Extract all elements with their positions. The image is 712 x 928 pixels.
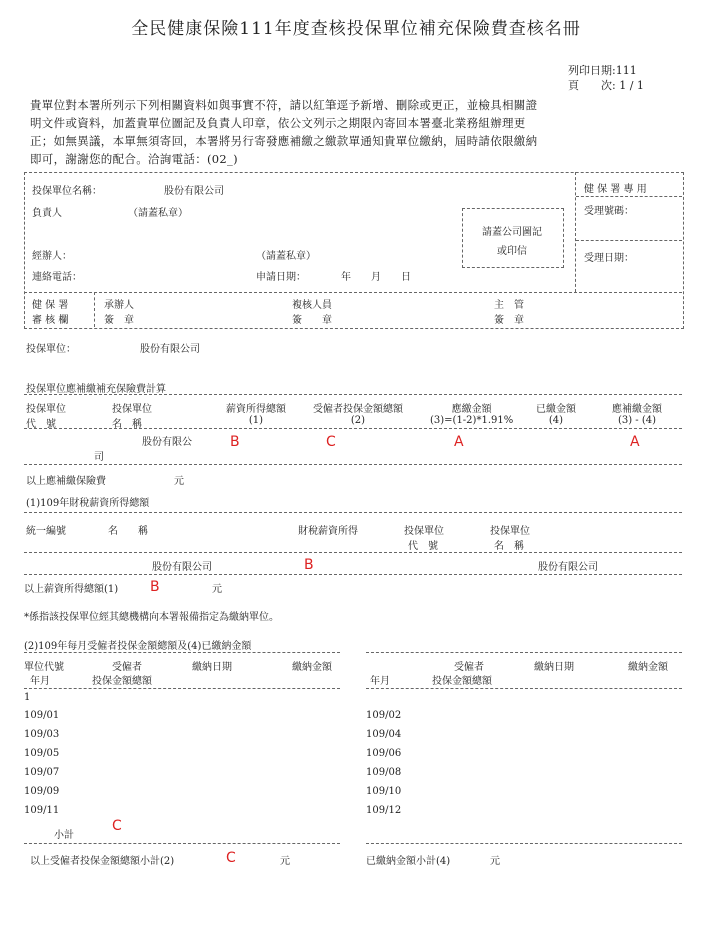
monthly-right-header-rule xyxy=(366,688,682,689)
notice-line: 貴單位對本署所列示下列相關資料如與事實不符，請以紅筆逕予新增、刪除或更正，並檢具相關證 xyxy=(30,98,538,112)
review-col-line1: 健 保 署 xyxy=(32,300,69,311)
notice-line: 正；如無異議，本單無須寄回，本署將另行寄發應補繳之繳款單通知貴單位繳納，屆時請依限繳納 xyxy=(30,134,538,148)
salary-header-unit-name: 投保單位 名 稱 xyxy=(490,526,530,552)
monthly-left-header-pay-amount: 繳納金額 xyxy=(292,662,332,673)
review-col-line2: 審 核 欄 xyxy=(32,315,69,326)
calc-header-insured-total: 受僱者投保金額總額 (2) xyxy=(313,404,403,426)
page-title: 全民健康保險111年度查核投保單位補充保險費查核名冊 xyxy=(131,19,581,39)
monthly-left-header-ym: 年月 xyxy=(30,676,50,687)
calc-header-salary-total: 薪資所得總額 (1) xyxy=(226,404,286,426)
unit-label: 投保單位： xyxy=(26,344,76,355)
salary-header-unit-code: 投保單位 代 號 xyxy=(404,526,444,552)
mark-supplement: A xyxy=(630,434,640,450)
review-col-divider xyxy=(94,292,95,327)
mark-insured-total: C xyxy=(326,434,336,450)
calc-row-unit-name-1: 股份有限公 xyxy=(142,437,192,448)
monthly-right-total-unit: 元 xyxy=(490,856,500,867)
case-handler-line2: 簽 章 xyxy=(104,315,134,326)
owner-seal-note: （請蓋私章） xyxy=(128,208,188,219)
month-row: 109/10 xyxy=(366,786,402,797)
unit-name-value: 股份有限公司 xyxy=(164,186,224,197)
salary-total-unit: 元 xyxy=(212,584,222,595)
reviewer-line2: 簽 章 xyxy=(292,315,332,326)
salary-header-tax-salary: 財稅薪資所得 xyxy=(298,526,358,537)
nhi-only-heading: 健 保 署 專 用 xyxy=(584,184,647,195)
salary-top-rule xyxy=(24,512,682,513)
supervisor-line1: 主 管 xyxy=(494,300,524,311)
mark-salary-total: B xyxy=(230,434,240,450)
print-date: 列印日期:111 xyxy=(568,64,637,77)
mark-salary-total-line: B xyxy=(150,579,160,595)
monthly-left-bottom-rule xyxy=(24,843,340,844)
monthly-unit-code-value: 1 xyxy=(24,692,31,703)
monthly-left-header-rule xyxy=(24,688,340,689)
review-row-divider xyxy=(24,292,682,293)
nhi-header-divider xyxy=(576,196,682,197)
mark-payable: A xyxy=(454,434,464,450)
calc-header-rule xyxy=(24,428,682,429)
monthly-subtotal-label: 小計 xyxy=(54,830,74,841)
nhi-mid-divider xyxy=(576,240,682,241)
handler-seal-note: （請蓋私章） xyxy=(256,251,316,262)
mark-salary-row: B xyxy=(304,557,314,573)
monthly-right-header-insured-total: 投保金額總額 xyxy=(432,676,492,687)
calc-row-unit-name-2: 司 xyxy=(94,452,104,463)
calc-total-label: 以上應補繳保險費 xyxy=(26,476,106,487)
calc-section-title: 投保單位應補繳補充保險費計算 xyxy=(26,384,166,395)
calc-header-payable: 應繳金額 (3)=(1-2)*1.91% xyxy=(430,404,514,426)
salary-total-label: 以上薪資所得總額(1) xyxy=(24,584,119,595)
calc-header-unit-name: 投保單位 名 稱 xyxy=(112,404,152,430)
company-stamp-box xyxy=(462,208,564,268)
month-row: 109/11 xyxy=(24,805,60,816)
calc-header-supplement: 應補繳金額 (3) - (4) xyxy=(612,404,662,426)
month-row: 109/06 xyxy=(366,748,402,759)
monthly-left-header-employee: 受僱者 xyxy=(112,662,142,673)
apply-date: 申請日期： 年 月 日 xyxy=(256,272,411,283)
handler-label: 經辦人： xyxy=(32,251,72,262)
monthly-left-header-pay-date: 繳納日期 xyxy=(192,662,232,673)
receipt-date-label: 受理日期： xyxy=(584,253,634,264)
case-handler-line1: 承辦人 xyxy=(104,300,134,311)
salary-footnote: *係指該投保單位經其總機構向本署報備指定為繳納單位。 xyxy=(24,612,279,623)
monthly-right-top-rule xyxy=(366,652,682,653)
monthly-left-total-unit: 元 xyxy=(280,856,290,867)
reviewer-line1: 複核人員 xyxy=(292,300,332,311)
unit-value: 股份有限公司 xyxy=(140,344,200,355)
monthly-right-bottom-rule xyxy=(366,843,682,844)
month-row: 109/12 xyxy=(366,805,402,816)
month-row: 109/07 xyxy=(24,767,60,778)
monthly-right-header-employee: 受僱者 xyxy=(454,662,484,673)
month-row: 109/03 xyxy=(24,729,60,740)
salary-header-name: 名 稱 xyxy=(108,526,148,537)
calc-total-unit: 元 xyxy=(174,476,184,487)
monthly-left-total-label: 以上受僱者投保金額總額小計(2) xyxy=(30,856,175,867)
phone-label: 連絡電話： xyxy=(32,272,82,283)
stamp-note-1: 請蓋公司圖記 xyxy=(482,227,542,238)
owner-label: 負責人 xyxy=(32,208,62,219)
monthly-right-total-label: 已繳納金額小計(4) xyxy=(366,856,451,867)
month-row: 109/02 xyxy=(366,710,402,721)
calc-row-rule xyxy=(24,464,682,465)
monthly-right-header-ym: 年月 xyxy=(370,676,390,687)
calc-header-paid: 已繳金額 (4) xyxy=(536,404,576,426)
notice-line: 明文件或資料，加蓋貴單位圖記及負責人印章，依公文列示之期限內寄回本署臺北業務組辦理更 xyxy=(30,116,526,130)
salary-row-unit-name: 股份有限公司 xyxy=(538,562,598,573)
month-row: 109/01 xyxy=(24,710,60,721)
mark-left-total: C xyxy=(226,850,236,866)
supervisor-line2: 簽 章 xyxy=(494,315,524,326)
unit-name-label: 投保單位名稱： xyxy=(32,186,102,197)
receipt-number-label: 受理號碼： xyxy=(584,206,634,217)
salary-header-tax-id: 統一編號 xyxy=(26,526,66,537)
notice-line: 即可，謝謝您的配合。洽詢電話：(02_) xyxy=(30,152,345,166)
month-row: 109/08 xyxy=(366,767,402,778)
salary-row-name: 股份有限公司 xyxy=(152,562,212,573)
notice-paragraph xyxy=(30,96,690,168)
mark-subtotal: C xyxy=(112,818,122,834)
monthly-left-top-rule xyxy=(24,652,340,653)
nhi-column-divider xyxy=(575,172,576,292)
monthly-right-header-pay-amount: 繳納金額 xyxy=(628,662,668,673)
page-number: 頁 次: 1 / 1 xyxy=(568,79,644,92)
monthly-right-header-pay-date: 繳納日期 xyxy=(534,662,574,673)
stamp-note-2: 或印信 xyxy=(497,246,527,257)
salary-section-title: (1)109年財稅薪資所得總額 xyxy=(26,498,150,509)
salary-header-rule xyxy=(24,552,682,553)
month-row: 109/05 xyxy=(24,748,60,759)
month-row: 109/09 xyxy=(24,786,60,797)
monthly-left-header-unit-code: 單位代號 xyxy=(24,662,64,673)
salary-row-rule xyxy=(24,574,682,575)
monthly-left-header-insured-total: 投保金額總額 xyxy=(92,676,152,687)
monthly-section-title: (2)109年每月受僱者投保金額總額及(4)已繳納金額 xyxy=(24,641,252,652)
calc-header-unit-code: 投保單位 代 號 xyxy=(26,404,66,430)
calc-top-rule xyxy=(24,394,682,395)
month-row: 109/04 xyxy=(366,729,402,740)
